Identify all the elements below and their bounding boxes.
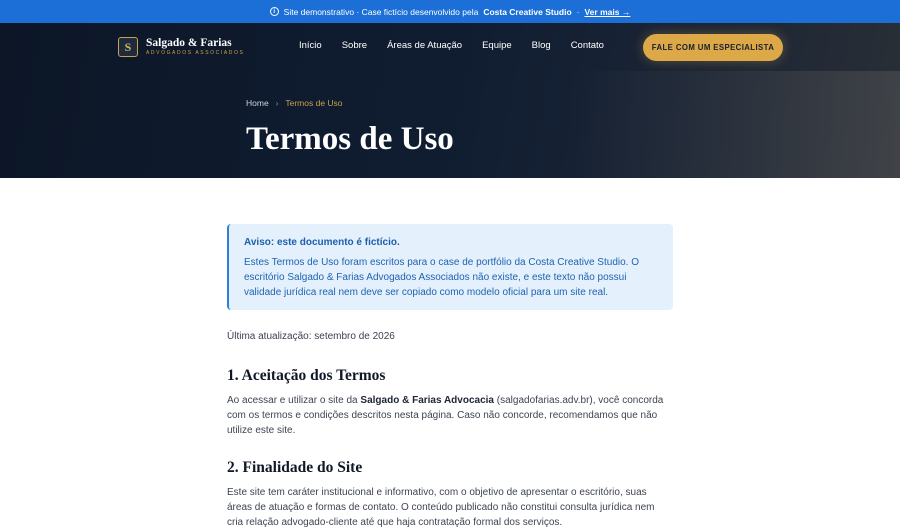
breadcrumb — [246, 98, 343, 108]
chevron-right-icon: › — [275, 98, 279, 108]
header-background-glow — [570, 71, 900, 178]
fictional-notice — [227, 224, 673, 310]
nav-menu — [299, 40, 604, 51]
section-body-acceptance — [227, 393, 673, 438]
acceptance-text-end: (salgadofarias.adv.br), você concorda com os termos e condições descritos nesta página. Caso não concorde, recomendamos que não utilize este site. — [227, 395, 664, 436]
breadcrumb-home[interactable]: Home — [246, 98, 269, 108]
logo-text — [146, 37, 244, 57]
page-header — [0, 23, 900, 178]
nav-item-sobre[interactable]: Sobre — [341, 40, 368, 51]
nav-item-inicio[interactable]: Início — [299, 40, 322, 51]
demo-banner-brand: Costa Creative Studio — [483, 6, 572, 17]
demo-banner — [0, 0, 900, 23]
notice-body: Estes Termos de Uso foram escritos para o case de portfólio da Costa Creative Studio. O escritório Salgado & Farias Advogados Associados não existe, e este texto não possui validade jurídica real nem deve ser copiado como modelo oficial para um site real. — [244, 257, 639, 298]
demo-banner-separator: · — [576, 6, 580, 17]
logo-subtitle: ADVOGADOS ASSOCIADOS — [146, 50, 245, 56]
section-body-purpose: Este site tem caráter institucional e informativo, com o objetivo de apresentar o escritório, suas áreas de atuação e formas de contato. O conteúdo publicado não constitui consulta jurídica nem cria relação advogado-cliente até que haja contratação formal dos serviços. — [227, 487, 655, 528]
last-updated: Última atualização: setembro de 2026 — [227, 331, 395, 342]
see-more-link[interactable]: Ver mais → — [584, 6, 631, 17]
contact-specialist-button[interactable]: FALE COM UM ESPECIALISTA — [643, 34, 783, 61]
nav-item-contato[interactable]: Contato — [570, 40, 604, 51]
terms-content — [227, 224, 673, 530]
section-title-purpose: 2. Finalidade do Site — [227, 459, 363, 476]
section-title-acceptance: 1. Aceitação dos Termos — [227, 367, 386, 384]
nav-item-blog[interactable]: Blog — [531, 40, 551, 51]
nav-item-areas-de-atuacao[interactable]: Áreas de Atuação — [387, 40, 463, 51]
site-logo[interactable] — [118, 37, 244, 57]
acceptance-text-start: Ao acessar e utilizar o site da — [227, 395, 358, 406]
page-title: Termos de Uso — [246, 121, 454, 157]
main-navigation — [0, 23, 900, 71]
breadcrumb-current: Termos de Uso — [285, 98, 343, 108]
logo-name: Salgado & Farias — [146, 37, 232, 49]
demo-banner-text: Site demonstrativo · Case fictício desenvolvido pela — [283, 6, 479, 17]
nav-item-equipe[interactable]: Equipe — [482, 40, 512, 51]
notice-title: Aviso: este documento é fictício. — [244, 237, 400, 248]
info-icon: i — [270, 7, 279, 16]
logo-mark-icon: S — [118, 37, 138, 57]
company-name: Salgado & Farias Advocacia — [360, 395, 494, 406]
